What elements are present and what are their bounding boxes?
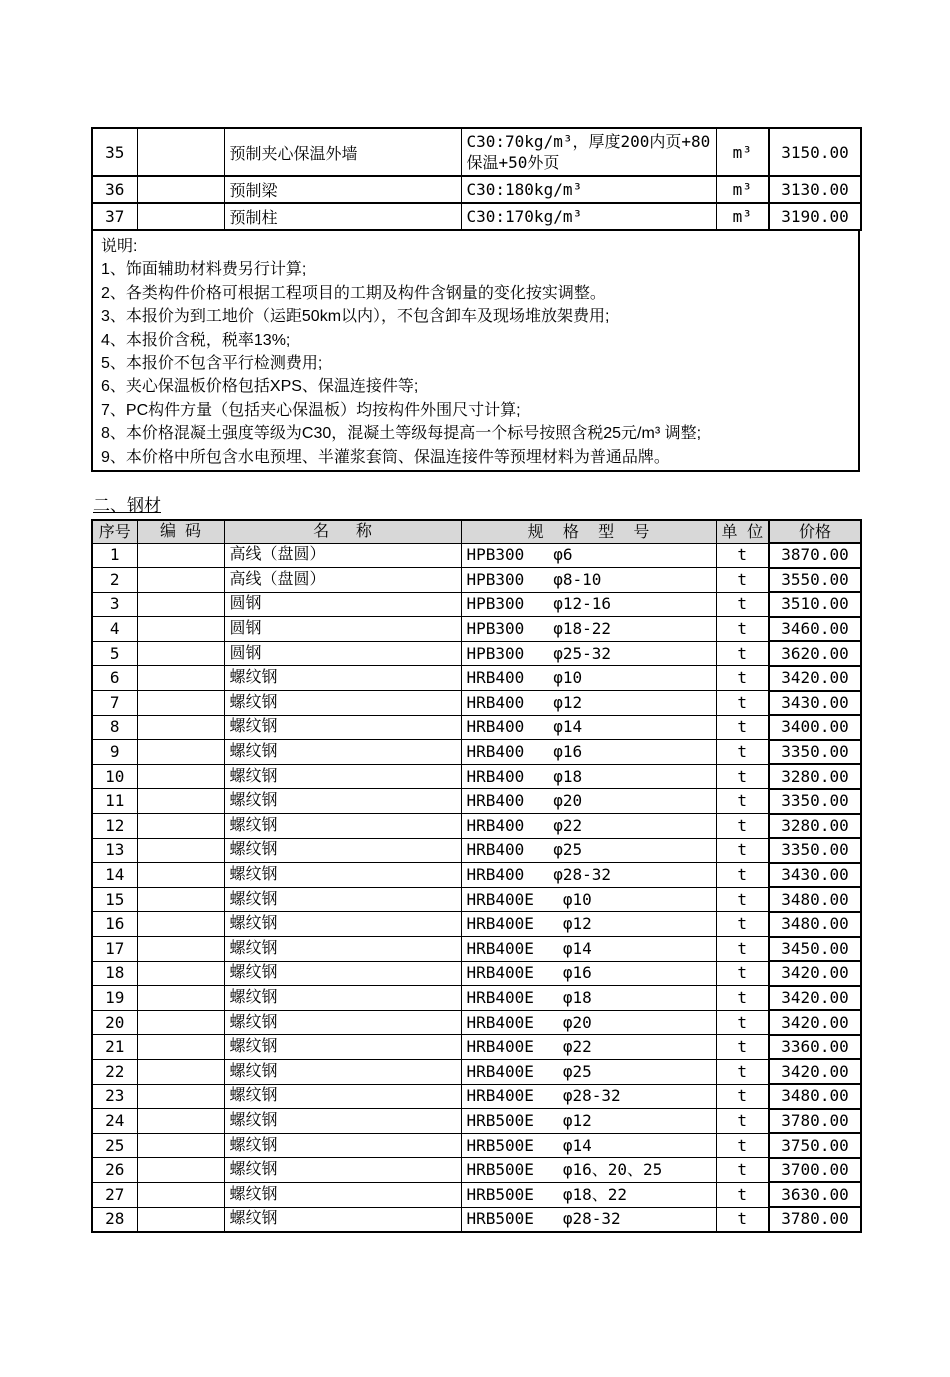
spec-cell: HRB400 φ18 [461,764,716,789]
spec-cell: HRB400E φ18 [461,986,716,1011]
id-cell: 21 [92,1035,137,1060]
unit-cell: t [716,863,769,888]
name-cell: 螺纹钢 [224,691,461,716]
price-cell: 3400.00 [769,715,861,740]
id-cell: 11 [92,789,137,814]
id-cell: 1 [92,543,137,568]
steel-table [91,519,862,1233]
id-cell: 7 [92,691,137,716]
unit-cell: m³ [716,203,769,230]
note-line: 6、夹心保温板价格包括XPS、保温连接件等; [101,378,419,396]
id-cell: 19 [92,986,137,1011]
id-cell: 8 [92,715,137,740]
notes-title: 说明: [101,238,138,255]
name-cell: 高线（盘圆） [224,568,461,593]
code-cell [137,1158,224,1183]
code-cell [137,740,224,765]
code-cell [137,1182,224,1207]
code-cell [137,912,224,937]
price-cell: 3430.00 [769,691,861,716]
price-cell: 3130.00 [769,176,861,203]
name-cell: 螺纹钢 [224,986,461,1011]
unit-cell: t [716,1109,769,1134]
table-row [92,1109,861,1134]
id-cell: 28 [92,1207,137,1232]
name-cell: 螺纹钢 [224,1207,461,1232]
spec-cell: HPB300 φ8-10 [461,568,716,593]
table-row [92,1084,861,1109]
spec-cell: HRB400 φ28-32 [461,863,716,888]
spec-cell: HRB400E φ22 [461,1035,716,1060]
price-cell: 3350.00 [769,740,861,765]
table-row [92,543,861,568]
table-row [92,1059,861,1084]
unit-cell: t [716,961,769,986]
name-cell: 螺纹钢 [224,764,461,789]
code-cell [137,789,224,814]
name-cell: 螺纹钢 [224,740,461,765]
unit-cell: t [716,986,769,1011]
spec-cell: HRB500E φ14 [461,1133,716,1158]
name-cell: 螺纹钢 [224,1059,461,1084]
code-cell [137,715,224,740]
code-cell [137,838,224,863]
price-cell: 3480.00 [769,1084,861,1109]
spec-cell: HRB400E φ28-32 [461,1084,716,1109]
price-cell: 3350.00 [769,838,861,863]
code-cell [137,1035,224,1060]
spec-cell: C30:180kg/m³ [461,176,716,203]
price-cell: 3780.00 [769,1207,861,1232]
price-cell: 3420.00 [769,1059,861,1084]
note-line: 8、本价格混凝土强度等级为C30，混凝土等级每提高一个标号按照含税25元/m³ 调整; [101,425,702,443]
price-cell: 3630.00 [769,1182,861,1207]
name-cell: 螺纹钢 [224,1035,461,1060]
unit-cell: t [716,838,769,863]
unit-cell: t [716,715,769,740]
id-cell: 22 [92,1059,137,1084]
table-row [92,666,861,691]
spec-cell: HRB400E φ16 [461,961,716,986]
note-line: 1、饰面辅助材料费另行计算; [101,261,307,279]
name-cell: 高线（盘圆） [224,543,461,568]
code-cell [137,592,224,617]
code-cell [137,1109,224,1134]
name-cell: 螺纹钢 [224,912,461,937]
code-cell [137,863,224,888]
unit-cell: t [716,937,769,962]
code-cell [137,617,224,642]
code-cell [137,666,224,691]
name-cell: 螺纹钢 [224,1158,461,1183]
spec-cell: HPB300 φ18-22 [461,617,716,642]
table-row [92,764,861,789]
header-name: 名 称 [224,520,461,543]
table-row [92,1010,861,1035]
note-line: 7、PC构件方量（包括夹心保温板）均按构件外围尺寸计算; [101,401,521,419]
id-cell: 35 [92,128,137,176]
code-cell [137,691,224,716]
id-cell: 12 [92,814,137,839]
code-cell [137,764,224,789]
table-row [92,863,861,888]
table-row [92,838,861,863]
id-cell: 9 [92,740,137,765]
unit-cell: t [716,764,769,789]
price-cell: 3430.00 [769,863,861,888]
code-cell [137,203,224,230]
unit-cell: t [716,617,769,642]
note-line: 4、本报价含税，税率13%; [101,331,291,349]
id-cell: 23 [92,1084,137,1109]
name-cell: 螺纹钢 [224,666,461,691]
id-cell: 20 [92,1010,137,1035]
table-row [92,1158,861,1183]
code-cell [137,1059,224,1084]
unit-cell: t [716,1084,769,1109]
table-row [92,203,861,230]
table-row [92,1182,861,1207]
unit-cell: t [716,814,769,839]
id-cell: 18 [92,961,137,986]
id-cell: 37 [92,203,137,230]
table-row [92,1133,861,1158]
id-cell: 6 [92,666,137,691]
unit-cell: t [716,740,769,765]
unit-cell: t [716,887,769,912]
id-cell: 10 [92,764,137,789]
id-cell: 27 [92,1182,137,1207]
table-row [92,176,861,203]
table-row [92,789,861,814]
id-cell: 15 [92,887,137,912]
price-cell: 3350.00 [769,789,861,814]
notes-list [101,258,850,469]
price-cell: 3450.00 [769,937,861,962]
spec-cell: C30:70kg/m³，厚度200内页+80保温+50外页 [461,128,716,176]
name-cell: 预制夹心保温外墙 [224,128,461,176]
header-code: 编 码 [137,520,224,543]
unit-cell: t [716,568,769,593]
id-cell: 2 [92,568,137,593]
header-price: 价格 [769,520,861,543]
code-cell [137,1084,224,1109]
unit-cell: t [716,1010,769,1035]
spec-cell: HRB400E φ10 [461,887,716,912]
name-cell: 螺纹钢 [224,1133,461,1158]
table-row [92,912,861,937]
spec-cell: HRB400 φ16 [461,740,716,765]
code-cell [137,641,224,666]
id-cell: 13 [92,838,137,863]
note-line: 5、本报价不包含平行检测费用; [101,355,323,373]
code-cell [137,1133,224,1158]
price-cell: 3480.00 [769,887,861,912]
price-cell: 3420.00 [769,1010,861,1035]
spec-cell: HRB400E φ25 [461,1059,716,1084]
spec-cell: HRB500E φ16、20、25 [461,1158,716,1183]
id-cell: 24 [92,1109,137,1134]
note-line: 3、本报价为到工地价（运距50km以内），不包含卸车及现场堆放架费用; [101,308,610,326]
id-cell: 36 [92,176,137,203]
name-cell: 螺纹钢 [224,838,461,863]
code-cell [137,814,224,839]
unit-cell: m³ [716,176,769,203]
table-row [92,641,861,666]
table-row [92,740,861,765]
name-cell: 螺纹钢 [224,1084,461,1109]
name-cell: 螺纹钢 [224,887,461,912]
name-cell: 圆钢 [224,592,461,617]
spec-cell: HRB400 φ12 [461,691,716,716]
table-row [92,691,861,716]
unit-cell: t [716,543,769,568]
code-cell [137,961,224,986]
note-line: 2、各类构件价格可根据工程项目的工期及构件含钢量的变化按实调整。 [101,284,606,302]
precast-concrete-table [91,127,862,231]
id-cell: 4 [92,617,137,642]
table-row [92,1207,861,1232]
price-cell: 3750.00 [769,1133,861,1158]
unit-cell: t [716,592,769,617]
unit-cell: t [716,1133,769,1158]
spec-cell: HPB300 φ12-16 [461,592,716,617]
spec-cell: HRB400 φ10 [461,666,716,691]
price-cell: 3280.00 [769,764,861,789]
unit-cell: t [716,691,769,716]
spec-cell: HRB500E φ28-32 [461,1207,716,1232]
name-cell: 螺纹钢 [224,1109,461,1134]
id-cell: 16 [92,912,137,937]
id-cell: 5 [92,641,137,666]
price-cell: 3360.00 [769,1035,861,1060]
code-cell [137,543,224,568]
table-row [92,568,861,593]
notes-box [91,229,860,472]
spec-cell: HPB300 φ25-32 [461,641,716,666]
unit-cell: t [716,1158,769,1183]
sheet-content [91,127,860,1233]
name-cell: 螺纹钢 [224,961,461,986]
unit-cell: t [716,1182,769,1207]
name-cell: 螺纹钢 [224,937,461,962]
price-cell: 3510.00 [769,592,861,617]
unit-cell: t [716,1035,769,1060]
unit-cell: t [716,666,769,691]
id-cell: 25 [92,1133,137,1158]
spec-cell: HRB500E φ12 [461,1109,716,1134]
price-cell: 3550.00 [769,568,861,593]
price-cell: 3480.00 [769,912,861,937]
code-cell [137,887,224,912]
spec-cell: HRB400E φ20 [461,1010,716,1035]
name-cell: 圆钢 [224,641,461,666]
id-cell: 14 [92,863,137,888]
spec-cell: HRB400 φ22 [461,814,716,839]
name-cell: 螺纹钢 [224,814,461,839]
name-cell: 螺纹钢 [224,1010,461,1035]
table-row [92,986,861,1011]
unit-cell: t [716,641,769,666]
id-cell: 17 [92,937,137,962]
price-cell: 3700.00 [769,1158,861,1183]
table-row [92,128,861,176]
note-line: 9、本价格中所包含水电预埋、半灌浆套筒、保温连接件等预埋材料为普通品牌。 [101,448,670,466]
unit-cell: t [716,1059,769,1084]
name-cell: 预制柱 [224,203,461,230]
steel-table-header-row [92,520,861,543]
price-cell: 3420.00 [769,666,861,691]
table-row [92,961,861,986]
table-row [92,887,861,912]
price-cell: 3460.00 [769,617,861,642]
name-cell: 圆钢 [224,617,461,642]
spec-cell: HRB500E φ18、22 [461,1182,716,1207]
section-title-steel: 二、钢材 [93,496,161,515]
code-cell [137,1207,224,1232]
unit-cell: m³ [716,128,769,176]
table-row [92,617,861,642]
header-serial-no: 序号 [92,520,137,543]
price-cell: 3420.00 [769,986,861,1011]
spec-cell: HRB400 φ25 [461,838,716,863]
code-cell [137,986,224,1011]
price-cell: 3150.00 [769,128,861,176]
spec-cell: HPB300 φ6 [461,543,716,568]
name-cell: 预制梁 [224,176,461,203]
name-cell: 螺纹钢 [224,789,461,814]
code-cell [137,937,224,962]
header-unit: 单 位 [716,520,769,543]
price-cell: 3280.00 [769,814,861,839]
name-cell: 螺纹钢 [224,1182,461,1207]
price-cell: 3620.00 [769,641,861,666]
table-row [92,937,861,962]
table-row [92,592,861,617]
name-cell: 螺纹钢 [224,715,461,740]
header-spec-model: 规 格 型 号 [461,520,716,543]
code-cell [137,568,224,593]
spec-cell: HRB400E φ14 [461,937,716,962]
code-cell [137,128,224,176]
table-row [92,1035,861,1060]
id-cell: 3 [92,592,137,617]
code-cell [137,176,224,203]
price-cell: 3420.00 [769,961,861,986]
spec-cell: C30:170kg/m³ [461,203,716,230]
code-cell [137,1010,224,1035]
table-row [92,715,861,740]
spec-cell: HRB400 φ14 [461,715,716,740]
unit-cell: t [716,1207,769,1232]
id-cell: 26 [92,1158,137,1183]
price-cell: 3190.00 [769,203,861,230]
unit-cell: t [716,912,769,937]
price-cell: 3780.00 [769,1109,861,1134]
unit-cell: t [716,789,769,814]
spec-cell: HRB400E φ12 [461,912,716,937]
table-row [92,814,861,839]
price-cell: 3870.00 [769,543,861,568]
spec-cell: HRB400 φ20 [461,789,716,814]
name-cell: 螺纹钢 [224,863,461,888]
